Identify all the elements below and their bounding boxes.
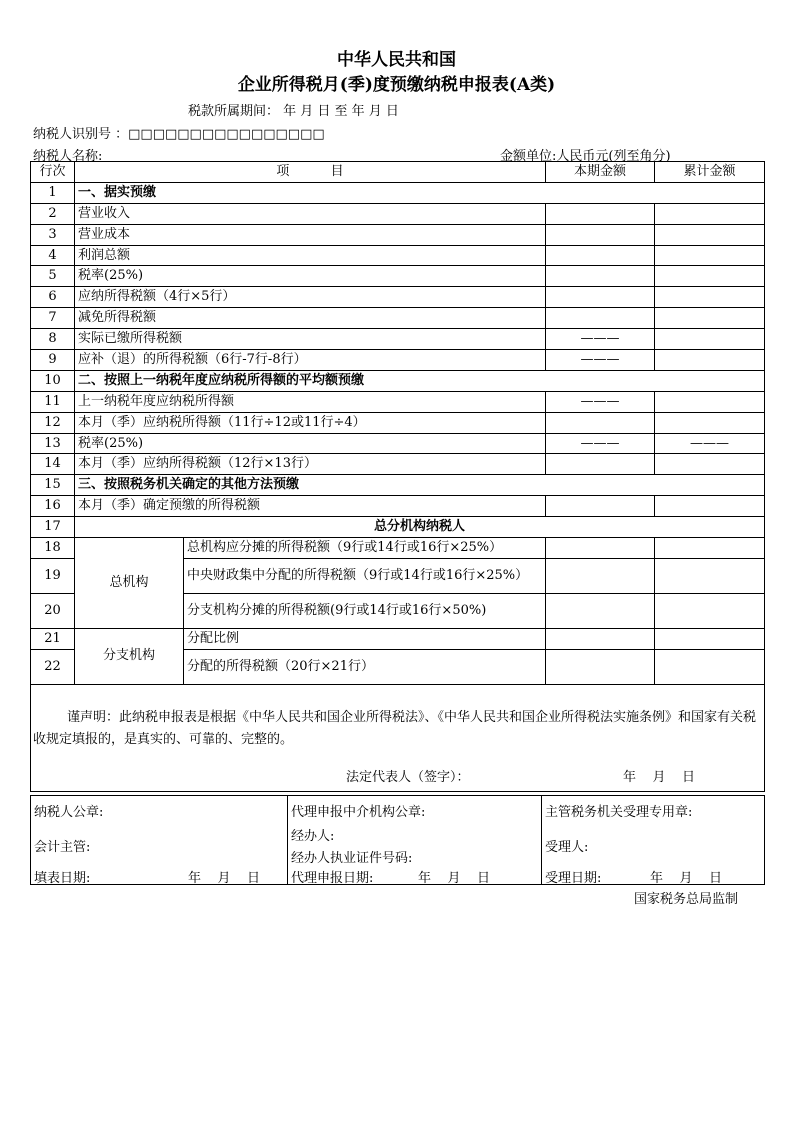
header-cumulative: 累计金额 (655, 162, 765, 183)
table-row (31, 329, 765, 350)
row-label: 应纳所得税额（4行×5行） (75, 287, 546, 308)
fill-date-label: 填表日期: (34, 871, 91, 886)
cumulative-amount-cell[interactable] (655, 628, 765, 649)
group-head-office: 总机构 (75, 538, 184, 629)
table-row (31, 412, 765, 433)
group-branch: 分支机构 (75, 628, 184, 684)
current-amount-cell[interactable] (546, 496, 655, 517)
row-label: 减免所得税额 (75, 308, 546, 329)
row-label: 本月（季）应纳税所得额（11行÷12或11行÷4） (75, 412, 546, 433)
row-no: 20 (31, 593, 75, 628)
cumulative-amount-cell[interactable] (655, 308, 765, 329)
row-no: 21 (31, 628, 75, 649)
row-no: 14 (31, 454, 75, 475)
current-amount-na: ——— (546, 350, 655, 371)
supervision-footer: 国家税务总局监制 (634, 892, 739, 907)
section-heading: 总分机构纳税人 (75, 517, 765, 538)
row-no: 3 (31, 224, 75, 245)
form-title-country: 中华人民共和国 (337, 50, 456, 70)
row-label: 总机构应分摊的所得税额（9行或14行或16行×25%） (184, 538, 546, 559)
row-no: 11 (31, 391, 75, 412)
row-no: 7 (31, 308, 75, 329)
section-heading: 二、按照上一纳税年度应纳税所得额的平均额预缴 (75, 370, 765, 391)
taxpayer-name: 纳税人名称: (33, 149, 103, 164)
current-amount-cell[interactable] (546, 308, 655, 329)
table-row (31, 433, 765, 454)
row-label: 实际已缴所得税额 (75, 329, 546, 350)
table-row (31, 182, 765, 203)
table-row (31, 454, 765, 475)
cumulative-amount-cell[interactable] (655, 224, 765, 245)
table-row (31, 391, 765, 412)
row-no: 4 (31, 245, 75, 266)
row-no: 10 (31, 370, 75, 391)
current-amount-na: ——— (546, 433, 655, 454)
cumulative-amount-cell[interactable] (655, 538, 765, 559)
row-no: 13 (31, 433, 75, 454)
row-label: 分支机构分摊的所得税额(9行或14行或16行×50%) (184, 593, 546, 628)
cumulative-amount-cell[interactable] (655, 649, 765, 684)
form-title: 企业所得税月(季)度预缴纳税申报表(A类) (237, 75, 556, 95)
declaration-table (30, 161, 765, 792)
row-no: 1 (31, 182, 75, 203)
table-row (31, 203, 765, 224)
row-no: 15 (31, 475, 75, 496)
table-row (31, 245, 765, 266)
current-amount-cell[interactable] (546, 628, 655, 649)
current-amount-cell[interactable] (546, 245, 655, 266)
tax-authority-seal-label: 主管税务机关受理专用章: (545, 805, 693, 820)
receiver-label: 受理人: (545, 840, 589, 855)
receive-date-value: 年 月 日 (650, 871, 723, 886)
row-no: 6 (31, 287, 75, 308)
table-row (31, 496, 765, 517)
row-label: 税率(25%) (75, 266, 546, 287)
row-no: 17 (31, 517, 75, 538)
current-amount-cell[interactable] (546, 454, 655, 475)
row-no: 18 (31, 538, 75, 559)
agent-seal-label: 代理申报中介机构公章: (291, 805, 426, 820)
agent-label: 经办人: (291, 829, 335, 844)
declaration-row (31, 684, 765, 791)
row-no: 8 (31, 329, 75, 350)
row-no: 2 (31, 203, 75, 224)
cumulative-amount-cell[interactable] (655, 593, 765, 628)
agent-date-value: 年 月 日 (418, 871, 491, 886)
cumulative-amount-cell[interactable] (655, 329, 765, 350)
agent-cert-label: 经办人执业证件号码: (291, 851, 413, 866)
row-no: 12 (31, 412, 75, 433)
cumulative-amount-cell[interactable] (655, 287, 765, 308)
row-no: 9 (31, 350, 75, 371)
row-no: 5 (31, 266, 75, 287)
current-amount-na: ——— (546, 391, 655, 412)
cumulative-amount-cell[interactable] (655, 496, 765, 517)
current-amount-cell[interactable] (546, 558, 655, 593)
table-row (31, 287, 765, 308)
section-heading: 一、据实预缴 (75, 182, 765, 203)
taxpayer-seal-section (31, 796, 288, 885)
table-row (31, 350, 765, 371)
receive-date-label: 受理日期: (545, 871, 602, 886)
row-label: 税率(25%) (75, 433, 546, 454)
legal-rep-signature: 法定代表人（签字）： (346, 769, 470, 785)
row-label: 分配的所得税额（20行×21行） (184, 649, 546, 684)
agent-seal-section (288, 796, 542, 885)
current-amount-cell[interactable] (546, 412, 655, 433)
table-row (31, 517, 765, 538)
row-label: 营业成本 (75, 224, 546, 245)
current-amount-cell[interactable] (546, 538, 655, 559)
amount-unit: 金额单位:人民币元(列至角分) (500, 149, 671, 164)
row-label: 本月（季）确定预缴的所得税额 (75, 496, 546, 517)
declaration-text: 谨声明：此纳税申报表是根据《中华人民共和国企业所得税法》、《中华人民共和国企业所得税法实施条例》和国家有关税收规定填报的，是真实的、可靠的、完整的。 (33, 709, 757, 747)
current-amount-cell[interactable] (546, 287, 655, 308)
cumulative-amount-cell[interactable] (655, 203, 765, 224)
cumulative-amount-cell[interactable] (655, 558, 765, 593)
current-amount-cell[interactable] (546, 649, 655, 684)
taxpayer-id: 纳税人识别号 ：□□□□□□□□□□□□□□□□ (33, 127, 325, 142)
accountant-label: 会计主管: (34, 840, 91, 855)
cumulative-amount-cell[interactable] (655, 266, 765, 287)
section-heading: 三、按照税务机关确定的其他方法预缴 (75, 475, 765, 496)
agent-date-label: 代理申报日期: (291, 871, 374, 886)
header-row-no: 行次 (31, 162, 75, 183)
row-label: 本月（季）应纳所得税额（12行×13行） (75, 454, 546, 475)
cumulative-amount-cell[interactable] (655, 412, 765, 433)
current-amount-na: ——— (546, 329, 655, 350)
row-label: 利润总额 (75, 245, 546, 266)
cumulative-amount-cell[interactable] (655, 391, 765, 412)
taxpayer-seal-label: 纳税人公章: (34, 805, 104, 820)
table-row (31, 628, 765, 649)
table-row (31, 266, 765, 287)
row-label: 营业收入 (75, 203, 546, 224)
header-item: 项 目 (75, 162, 546, 183)
row-label: 分配比例 (184, 628, 546, 649)
current-amount-cell[interactable] (546, 224, 655, 245)
row-no: 19 (31, 558, 75, 593)
table-row (31, 475, 765, 496)
cumulative-amount-cell[interactable] (655, 245, 765, 266)
row-label: 上一纳税年度应纳税所得额 (75, 391, 546, 412)
table-row (31, 370, 765, 391)
row-no: 22 (31, 649, 75, 684)
fill-date-value: 年 月 日 (188, 871, 261, 886)
tax-period: 税款所属期间： 年 月 日 至 年 月 日 (188, 104, 399, 119)
table-row (31, 224, 765, 245)
cumulative-amount-na: ——— (655, 433, 765, 454)
cumulative-amount-cell[interactable] (655, 454, 765, 475)
table-row (31, 538, 765, 559)
row-label: 中央财政集中分配的所得税额（9行或14行或16行×25%） (184, 558, 546, 593)
tax-authority-section (542, 796, 765, 885)
row-label: 应补（退）的所得税额（6行-7行-8行） (75, 350, 546, 371)
current-amount-cell[interactable] (546, 266, 655, 287)
declaration-cell (31, 684, 765, 791)
signature-date: 年 月 日 (623, 769, 696, 785)
current-amount-cell[interactable] (546, 203, 655, 224)
row-no: 16 (31, 496, 75, 517)
table-header (31, 162, 765, 183)
header-current: 本期金额 (546, 162, 655, 183)
current-amount-cell[interactable] (546, 593, 655, 628)
table-row (31, 308, 765, 329)
seal-table (30, 795, 765, 885)
cumulative-amount-cell[interactable] (655, 350, 765, 371)
